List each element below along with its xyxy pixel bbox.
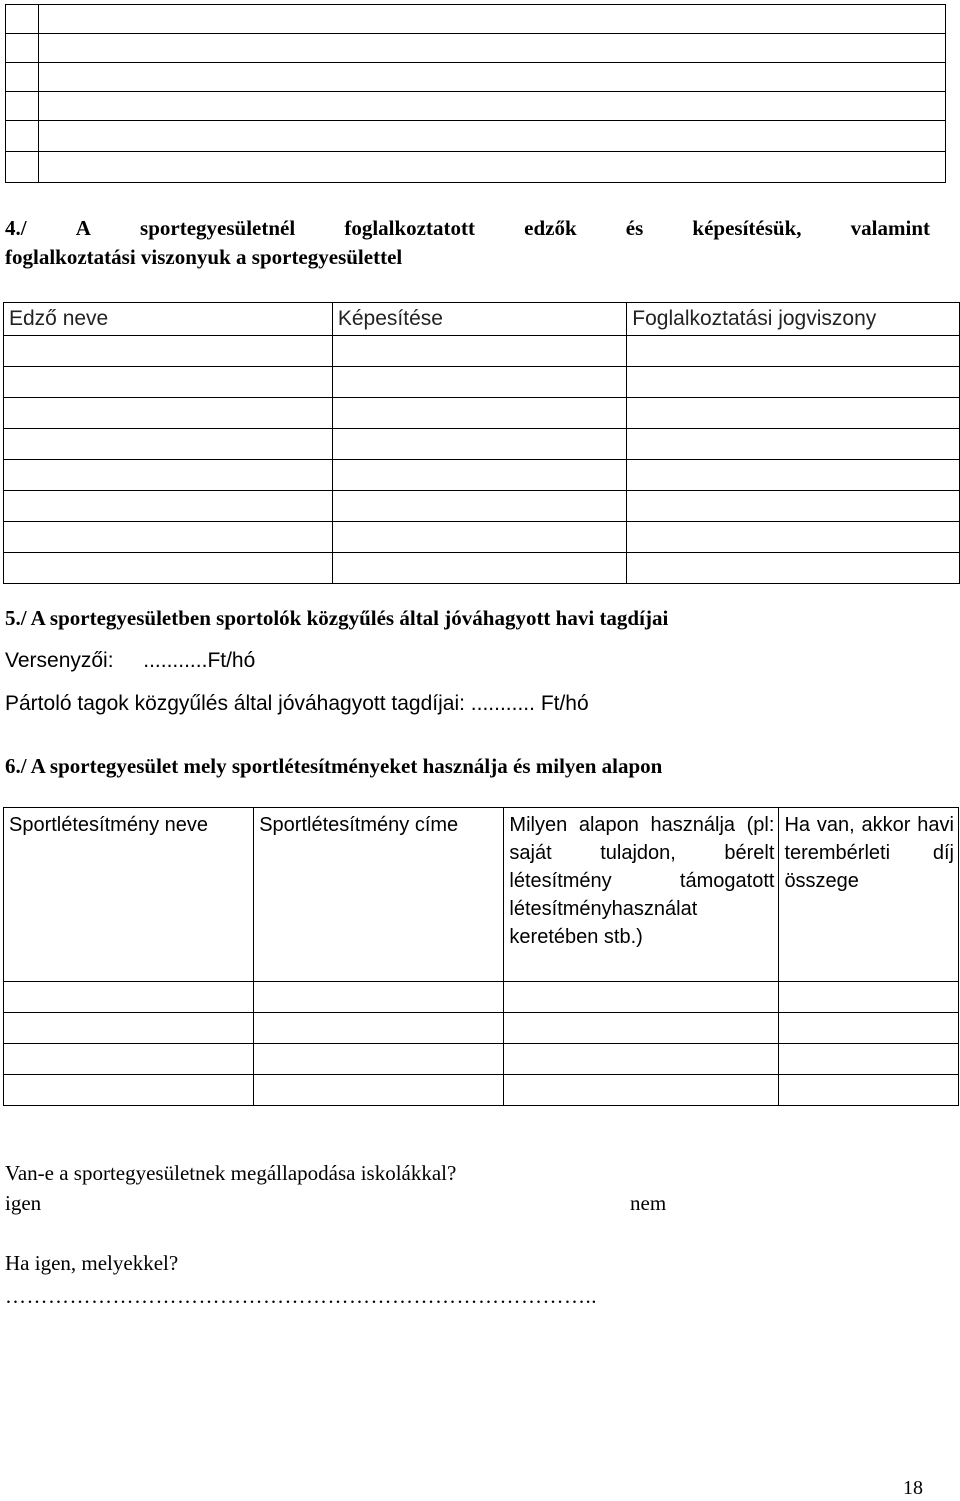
- header-coach-name: Edző neve: [4, 303, 333, 336]
- table-cell[interactable]: [6, 5, 39, 34]
- table-cell[interactable]: [332, 553, 626, 584]
- table-row: [4, 1075, 959, 1106]
- table-cell[interactable]: [627, 491, 960, 522]
- table-cell[interactable]: [627, 398, 960, 429]
- table-row: [4, 1044, 959, 1075]
- competitor-fee-field[interactable]: ...........: [143, 649, 208, 672]
- table-row: [4, 982, 959, 1013]
- table-cell[interactable]: [38, 121, 945, 152]
- competitor-fee-label: Versenyzői:: [5, 649, 114, 672]
- table-cell[interactable]: [38, 5, 945, 34]
- header-monthly-rent: Ha van, akkor havi terembérleti díj összege: [779, 808, 959, 982]
- table-cell[interactable]: [4, 491, 333, 522]
- table-cell[interactable]: [779, 1075, 959, 1106]
- header-facility-address: Sportlétesítmény címe: [254, 808, 504, 982]
- option-no[interactable]: nem: [630, 1191, 667, 1215]
- supporter-fee-label[interactable]: Pártoló tagok közgyűlés által jóváhagyott tagdíjai: ...........: [5, 692, 535, 715]
- table-cell[interactable]: [4, 398, 333, 429]
- competitor-fee-unit: Ft/hó: [207, 649, 256, 672]
- table-cell[interactable]: [4, 522, 333, 553]
- section-6-title: 6./ A sportegyesület mely sportlétesítményeket használja és milyen alapon: [5, 754, 663, 778]
- table-header-row: [4, 808, 959, 982]
- table-cell[interactable]: [38, 152, 945, 183]
- table-cell[interactable]: [254, 1044, 504, 1075]
- header-employment: Foglalkoztatási jogviszony: [627, 303, 960, 336]
- option-yes[interactable]: igen: [5, 1191, 42, 1215]
- table-cell[interactable]: [779, 982, 959, 1013]
- table-cell[interactable]: [332, 367, 626, 398]
- table-cell[interactable]: [4, 367, 333, 398]
- table-row: [4, 553, 960, 584]
- table-cell[interactable]: [504, 1013, 779, 1044]
- table-row: [4, 1013, 959, 1044]
- table-cell[interactable]: [779, 1013, 959, 1044]
- schools-question: Van-e a sportegyesületnek megállapodása iskolákkal?: [5, 1161, 457, 1185]
- table-cell[interactable]: [332, 336, 626, 367]
- table-cell[interactable]: [254, 1075, 504, 1106]
- top-empty-table: [5, 4, 946, 183]
- title-word: képesítésük,: [692, 216, 802, 240]
- table-cell[interactable]: [627, 460, 960, 491]
- title-word: A: [75, 216, 91, 240]
- competitor-fee-line: [5, 649, 255, 673]
- table-row: [4, 522, 960, 553]
- table-cell[interactable]: [627, 429, 960, 460]
- table-cell[interactable]: [6, 34, 39, 63]
- table-cell[interactable]: [332, 522, 626, 553]
- table-cell[interactable]: [627, 367, 960, 398]
- table-cell[interactable]: [779, 1044, 959, 1075]
- table-cell[interactable]: [6, 63, 39, 92]
- table-cell[interactable]: [6, 152, 39, 183]
- title-word: foglalkoztatott: [344, 216, 475, 240]
- facilities-table: [3, 807, 959, 1106]
- table-row: [4, 398, 960, 429]
- table-cell[interactable]: [332, 429, 626, 460]
- title-word: és: [625, 216, 644, 240]
- title-word: valamint: [850, 216, 930, 240]
- header-facility-name: Sportlétesítmény neve: [4, 808, 254, 982]
- section-4-title-line2: foglalkoztatási viszonyuk a sportegyesülettel: [5, 245, 403, 269]
- table-cell[interactable]: [6, 121, 39, 152]
- title-word: 4./: [5, 216, 27, 240]
- table-cell[interactable]: [627, 522, 960, 553]
- table-cell[interactable]: [4, 460, 333, 491]
- coaches-table: [3, 302, 960, 584]
- table-cell[interactable]: [627, 553, 960, 584]
- table-row: [4, 336, 960, 367]
- table-cell[interactable]: [332, 398, 626, 429]
- page-number: 18: [903, 1477, 923, 1499]
- supporter-fee-line: [5, 692, 589, 716]
- title-word: edzők: [524, 216, 577, 240]
- table-cell[interactable]: [254, 982, 504, 1013]
- table-cell[interactable]: [332, 491, 626, 522]
- section-5-title: 5./ A sportegyesületben sportolók közgyűlés által jóváhagyott havi tagdíjai: [5, 606, 669, 630]
- table-cell[interactable]: [38, 92, 945, 121]
- table-cell[interactable]: [332, 460, 626, 491]
- section-4-title-line1: [5, 214, 930, 243]
- table-cell[interactable]: [254, 1013, 504, 1044]
- table-cell[interactable]: [4, 429, 333, 460]
- table-cell[interactable]: [4, 553, 333, 584]
- section-4-heading: [5, 214, 930, 272]
- table-cell[interactable]: [504, 982, 779, 1013]
- table-row: [4, 429, 960, 460]
- table-header-row: [4, 303, 960, 336]
- table-row: [4, 460, 960, 491]
- table-cell[interactable]: [627, 336, 960, 367]
- table-cell[interactable]: [38, 34, 945, 63]
- table-cell[interactable]: [6, 92, 39, 121]
- table-cell[interactable]: [4, 336, 333, 367]
- table-cell[interactable]: [4, 1075, 254, 1106]
- table-cell[interactable]: [4, 1044, 254, 1075]
- header-qualification: Képesítése: [332, 303, 626, 336]
- header-usage-basis: Milyen alapon használja (pl: saját tulajdon, bérelt létesítmény támogatott létesítményhasználat keretében stb.): [504, 808, 779, 982]
- table-cell[interactable]: [38, 63, 945, 92]
- table-cell[interactable]: [4, 982, 254, 1013]
- table-cell[interactable]: [4, 1013, 254, 1044]
- title-word: sportegyesületnél: [140, 216, 296, 240]
- which-schools-question: Ha igen, melyekkel?: [5, 1251, 179, 1275]
- table-cell[interactable]: [504, 1075, 779, 1106]
- table-cell[interactable]: [504, 1044, 779, 1075]
- table-row: [4, 491, 960, 522]
- which-schools-answer-line[interactable]: ………………………………………………………………………..: [5, 1284, 597, 1308]
- table-row: [4, 367, 960, 398]
- supporter-fee-unit: Ft/hó: [540, 692, 589, 715]
